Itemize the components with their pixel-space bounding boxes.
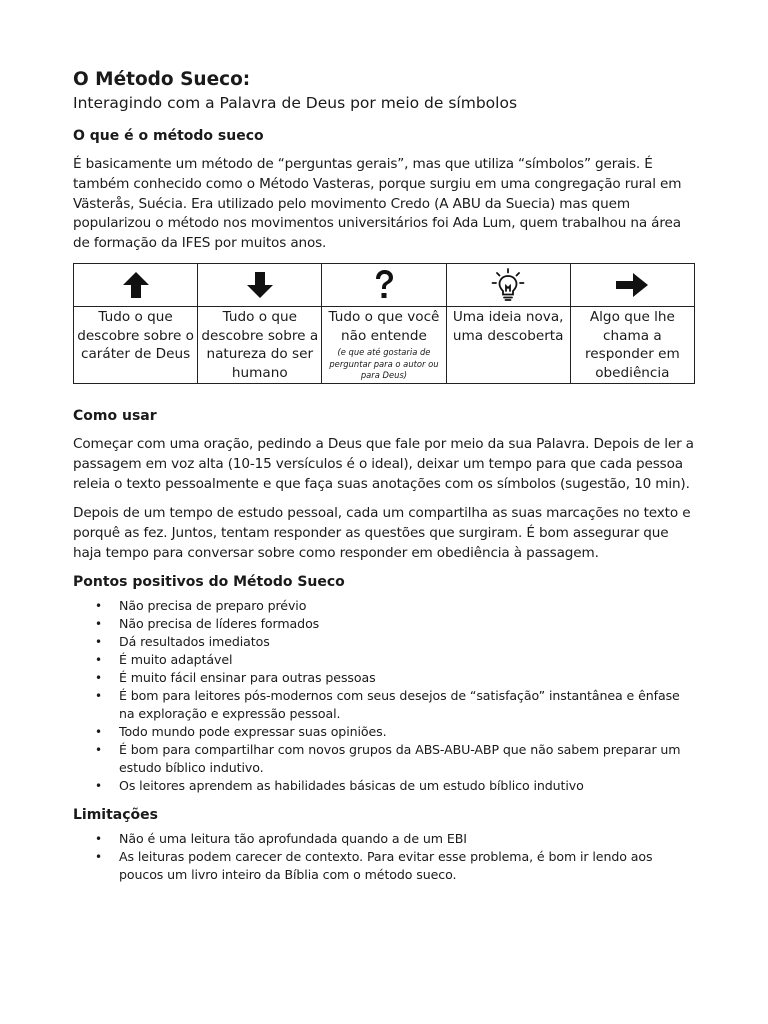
section-heading-limits: Limitações <box>73 806 158 823</box>
symbol-label-up: Tudo o que descobre sobre o caráter de Deus <box>74 306 198 383</box>
symbol-cell-idea <box>446 263 570 306</box>
page-title: O Método Sueco: <box>73 69 251 90</box>
symbol-label-down: Tudo o que descobre sobre a natureza do ser humano <box>198 306 322 383</box>
section-heading-how: Como usar <box>73 407 157 424</box>
list-item: • É bom para leitores pós-modernos com seus desejos de “satisfação” instantânea e ênfase na exploração e expressão pessoal. <box>73 687 695 723</box>
arrow-up-icon <box>120 269 152 301</box>
list-item: • É bom para compartilhar com novos grupos da ABS-ABU-ABP que não sabem preparar um estudo bíblico indutivo. <box>73 741 695 777</box>
list-item: • Não precisa de preparo prévio <box>73 597 695 615</box>
page-subtitle: Interagindo com a Palavra de Deus por meio de símbolos <box>73 94 518 112</box>
list-item: • Dá resultados imediatos <box>73 633 695 651</box>
list-item: • É muito adaptável <box>73 651 695 669</box>
symbols-icon-row <box>74 263 695 306</box>
positive-points-list <box>73 597 695 795</box>
list-item: • É muito fácil ensinar para outras pessoas <box>73 669 695 687</box>
symbol-label-question: Tudo o que você não entende <box>328 308 440 344</box>
symbol-label-question-cell <box>322 306 446 383</box>
list-item: • Não precisa de líderes formados <box>73 615 695 633</box>
symbol-cell-down <box>198 263 322 306</box>
limitations-list <box>73 830 695 884</box>
list-item: • As leituras podem carecer de contexto. Para evitar esse problema, é bom ir lendo aos poucos um livro inteiro da Bíblia com o método sueco. <box>73 848 695 884</box>
section-paragraph-what: É basicamente um método de “perguntas gerais”, mas que utiliza “símbolos” gerais. É também conhecido como o Método Vasteras, porque surgiu em uma congregação rural em Västerås, Suécia. Era utilizado pelo movimento Credo (A ABU da Suecia) mas quem popularizou o método nos movimentos universitários foi Ada Lum, quem trabalhou na área de formação da IFES por muitos anos. <box>73 156 682 252</box>
list-item: • Todo mundo pode expressar suas opiniões. <box>73 723 695 741</box>
section-paragraph-how-1: Começar com uma oração, pedindo a Deus que fale por meio da sua Palavra. Depois de ler a passagem em voz alta (10-15 versículos é o ideal), deixar um tempo para que cada pessoa releia o texto pessoalmente e que faça suas anotações com os símbolos (sugestão, 10 min). <box>73 435 694 492</box>
symbol-cell-right <box>570 263 694 306</box>
question-mark-icon <box>368 268 400 302</box>
arrow-right-icon <box>613 270 651 300</box>
list-item: • Não é uma leitura tão aprofundada quando a de um EBI <box>73 830 695 848</box>
symbol-note-question: (e que até gostaria de perguntar para o autor ou para Deus) <box>329 347 439 381</box>
symbol-label-idea: Uma ideia nova, uma descoberta <box>446 306 570 383</box>
section-paragraph-how-2: Depois de um tempo de estudo pessoal, cada um compartilha as suas marcações no texto e porquê as fez. Juntos, tentam responder as questões que surgiram. É bom assegurar que haja tempo para conversar sobre como responder em obediência à passagem. <box>73 505 691 561</box>
symbol-cell-question <box>322 263 446 306</box>
symbols-label-row <box>74 306 695 383</box>
arrow-down-icon <box>244 269 276 301</box>
section-heading-positive: Pontos positivos do Método Sueco <box>73 573 345 590</box>
document-content <box>73 68 695 894</box>
list-item: • Os leitores aprendem as habilidades básicas de um estudo bíblico indutivo <box>73 777 695 795</box>
lightbulb-icon <box>490 267 526 303</box>
symbols-table <box>73 263 695 384</box>
section-heading-what: O que é o método sueco <box>73 128 264 144</box>
symbol-label-right: Algo que lhe chama a responder em obediência <box>570 306 694 383</box>
symbol-cell-up <box>74 263 198 306</box>
